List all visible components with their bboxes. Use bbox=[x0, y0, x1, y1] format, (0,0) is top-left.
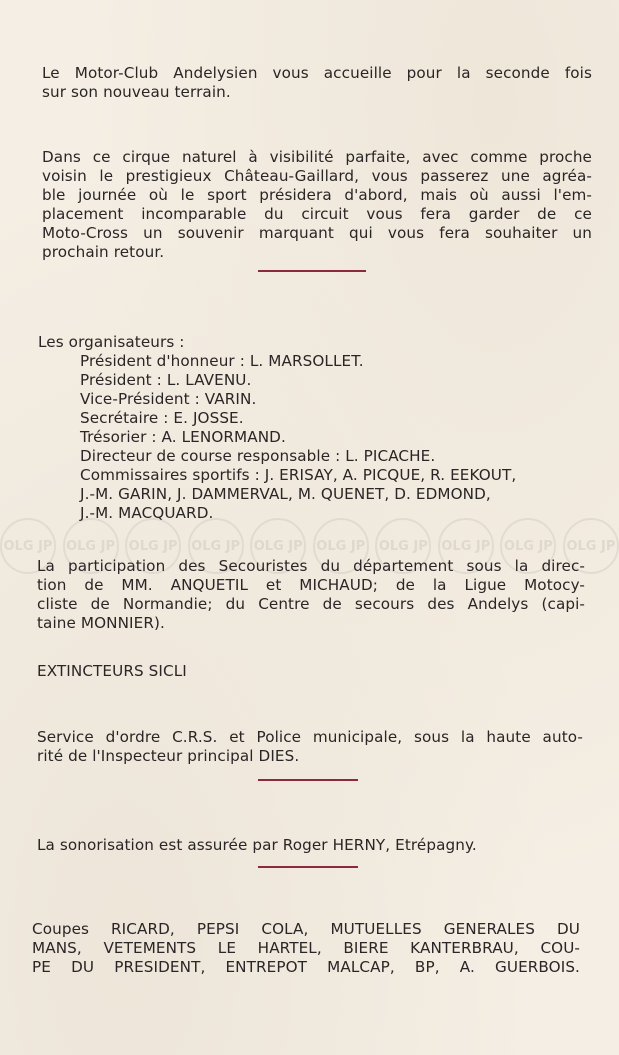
service-ordre-line: Service d'ordre C.R.S. et Police municipale, sous la haute auto- bbox=[37, 728, 583, 746]
watermark-logo: OLG JP bbox=[500, 518, 556, 574]
service-ordre-paragraph bbox=[37, 728, 583, 766]
organisateur-line: Trésorier : A. LENORMAND. bbox=[80, 428, 286, 446]
watermark-logo: OLG JP bbox=[250, 518, 306, 574]
sonorisation-paragraph bbox=[37, 836, 587, 855]
cirque-line: Moto-Cross un souvenir marquant qui vous fera souhaiter un bbox=[42, 224, 592, 242]
extincteurs-text: EXTINCTEURS SICLI bbox=[37, 662, 187, 680]
organisateurs-heading: Les organisateurs : bbox=[38, 333, 185, 351]
organisateur-line: Commissaires sportifs : J. ERISAY, A. PICQUE, R. EEKOUT, bbox=[80, 466, 517, 484]
section-divider bbox=[258, 270, 366, 272]
cirque-paragraph bbox=[42, 148, 592, 262]
watermark-logo: OLG JP bbox=[375, 518, 431, 574]
organisateur-line: Président : L. LAVENU. bbox=[80, 371, 252, 389]
watermark-logo: OLG JP bbox=[438, 518, 494, 574]
watermark-logo: OLG JP bbox=[125, 518, 181, 574]
cirque-line: ble journée où le sport présidera d'abord, mais où aussi l'em- bbox=[42, 186, 592, 204]
cirque-line: Dans ce cirque naturel à visibilité parfaite, avec comme proche bbox=[42, 148, 592, 166]
cirque-line: voisin le prestigieux Château-Gaillard, vous passerez une agréa- bbox=[42, 167, 592, 185]
organisateur-line: Président d'honneur : L. MARSOLLET. bbox=[80, 352, 364, 370]
intro-line: sur son nouveau terrain. bbox=[42, 83, 231, 101]
secouristes-paragraph bbox=[37, 557, 585, 633]
coupes-line: PE DU PRESIDENT, ENTREPOT MALCAP, BP, A. GUERBOIS. bbox=[32, 958, 580, 976]
secouristes-line: La participation des Secouristes du département sous la direc- bbox=[37, 557, 585, 575]
organisateur-line: Directeur de course responsable : L. PICACHE. bbox=[80, 447, 436, 465]
intro-line: Le Motor-Club Andelysien vous accueille pour la seconde fois bbox=[42, 64, 592, 82]
watermark-logo: OLG JP bbox=[0, 518, 56, 574]
organisateur-line: Vice-Président : VARIN. bbox=[80, 390, 257, 408]
organisateur-line: J.-M. MACQUARD. bbox=[80, 504, 214, 522]
watermark-logo: OLG JP bbox=[563, 518, 619, 574]
service-ordre-line: rité de l'Inspecteur principal DIES. bbox=[37, 747, 300, 765]
cirque-line: prochain retour. bbox=[42, 243, 165, 261]
organisateur-line: J.-M. GARIN, J. DAMMERVAL, M. QUENET, D. EDMOND, bbox=[80, 485, 491, 503]
watermark-logo: OLG JP bbox=[188, 518, 244, 574]
sonorisation-text: La sonorisation est assurée par Roger HERNY, Etrépagny. bbox=[37, 836, 477, 854]
organisateurs-section bbox=[38, 333, 598, 523]
secouristes-line: cliste de Normandie; du Centre de secours des Andelys (capi- bbox=[37, 595, 585, 613]
cirque-line: placement incomparable du circuit vous fera garder de ce bbox=[42, 205, 592, 223]
coupes-line: MANS, VETEMENTS LE HARTEL, BIERE KANTERBRAU, COU- bbox=[32, 939, 580, 957]
coupes-line: Coupes RICARD, PEPSI COLA, MUTUELLES GENERALES DU bbox=[32, 920, 580, 938]
section-divider bbox=[258, 866, 358, 868]
secouristes-line: taine MONNIER). bbox=[37, 614, 165, 632]
watermark-logo: OLG JP bbox=[63, 518, 119, 574]
section-divider bbox=[258, 779, 358, 781]
extincteurs-line bbox=[37, 662, 587, 681]
coupes-paragraph bbox=[32, 920, 580, 977]
watermark-logo: OLG JP bbox=[313, 518, 369, 574]
organisateur-line: Secrétaire : E. JOSSE. bbox=[80, 409, 244, 427]
intro-paragraph bbox=[42, 64, 592, 102]
secouristes-line: tion de MM. ANQUETIL et MICHAUD; de la Ligue Motocy- bbox=[37, 576, 585, 594]
